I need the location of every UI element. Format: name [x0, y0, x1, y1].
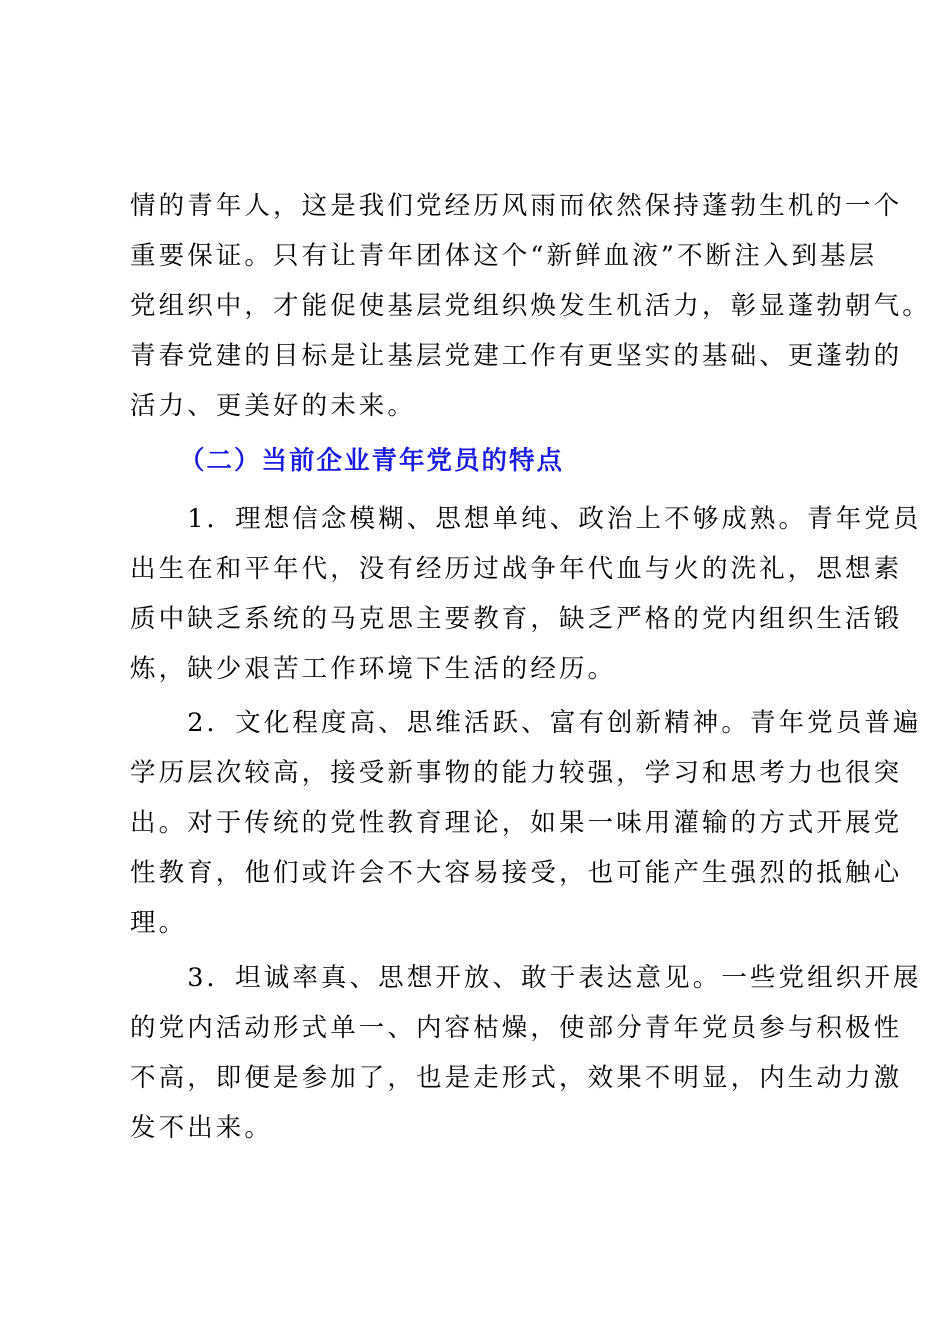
text-line: 出生在和平年代，没有经历过战争年代血与火的洗礼，思想素	[130, 554, 903, 584]
paragraph-item-1	[130, 494, 922, 694]
text-line: 党组织中，才能促使基层党组织焕发生机活力，彰显蓬勃朝气。	[130, 291, 931, 321]
paragraph-item-3	[130, 953, 922, 1153]
text-line: 活力、更美好的未来。	[130, 391, 417, 421]
text-line: 性教育，他们或许会不大容易接受，也可能产生强烈的抵触心	[130, 858, 903, 888]
section-heading: （二）当前企业青年党员的特点	[179, 446, 565, 476]
text-line: 情的青年人，这是我们党经历风雨而依然保持蓬勃生机的一个	[130, 191, 903, 221]
text-line: 重要保证。只有让青年团体这个“新鲜血液”不断注入到基层	[130, 241, 878, 271]
text-line: 1．理想信念模糊、思想单纯、政治上不够成熟。青年党员	[130, 504, 922, 534]
text-line: 青春党建的目标是让基层党建工作有更坚实的基础、更蓬勃的	[130, 341, 903, 371]
text-line: 理。	[130, 908, 188, 938]
text-line: 不高，即便是参加了，也是走形式，效果不明显，内生动力激	[130, 1063, 903, 1093]
text-line: 2．文化程度高、思维活跃、富有创新精神。青年党员普遍	[130, 708, 922, 738]
paragraph-item-2	[130, 698, 922, 948]
text-line: 质中缺乏系统的马克思主要教育，缺乏严格的党内组织生活锻	[130, 604, 903, 634]
text-line: 学历层次较高，接受新事物的能力较强，学习和思考力也很突	[130, 758, 903, 788]
text-line: 炼，缺少艰苦工作环境下生活的经历。	[130, 654, 617, 684]
text-line: 出。对于传统的党性教育理论，如果一味用灌输的方式开展党	[130, 808, 903, 838]
text-line: 3．坦诚率真、思想开放、敢于表达意见。一些党组织开展	[130, 963, 922, 993]
paragraph-intro	[130, 181, 931, 431]
text-line: 的党内活动形式单一、内容枯燥，使部分青年党员参与积极性	[130, 1013, 903, 1043]
text-line: 发不出来。	[130, 1113, 274, 1143]
